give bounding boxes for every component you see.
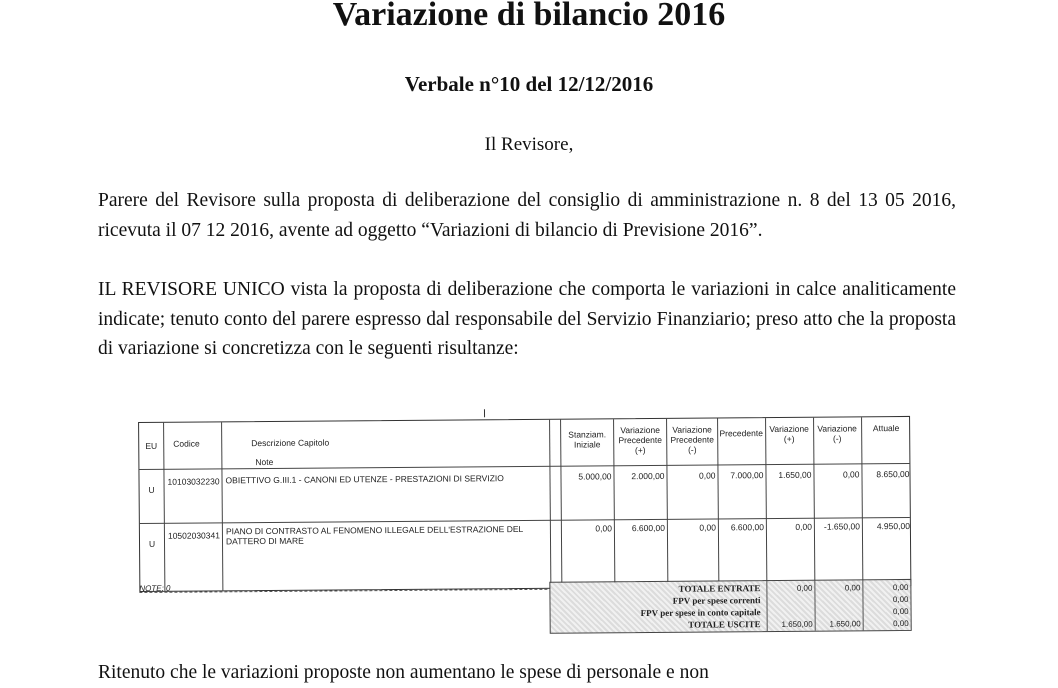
- header-attuale: Attuale: [872, 423, 900, 434]
- table-row-1-codice: 10103032230: [167, 476, 220, 487]
- table-note: NOTE: 0: [139, 583, 171, 593]
- header-codice: Codice: [173, 438, 200, 449]
- totals-box: [549, 579, 911, 634]
- header-stanziam-iniziale: Stanziam. Iniziale: [568, 429, 607, 450]
- header-var-prec-minus: Variazione Precedente (-): [670, 424, 714, 455]
- header-variazione-minus: Variazione (-): [817, 423, 857, 444]
- table-row-2-codice: 10502030341: [167, 530, 220, 541]
- table-row-2-var-prec-minus: 0,00: [699, 522, 716, 533]
- totale-entrate-col2: 0,00: [844, 583, 861, 593]
- header-variazione-plus: Variazione (+): [769, 423, 809, 444]
- table-frame: [138, 416, 911, 592]
- table-row-2-stanziam: 0,00: [595, 523, 612, 534]
- paragraph-revisore-unico: IL REVISORE UNICO vista la proposta di deliberazione che comporta le variazioni in calce analiticamente indicate; tenuto conto del parere espresso dal responsabile del Servizio Finanziario; preso atto che la proposta di variazione si concretizza con le seguenti risultanze:: [98, 279, 956, 359]
- table-row-2-attuale: 4.950,00: [876, 520, 910, 532]
- table-row-2-variazione-minus: -1.650,00: [823, 521, 860, 532]
- table-row-1-eu: U: [148, 484, 155, 495]
- table-row-1-descrizione: OBIETTIVO G.III.1 - CANONI ED UTENZE - PRESTAZIONI DI SERVIZIO: [225, 473, 504, 486]
- table-row-1-precedente: 7.000,00: [730, 470, 764, 481]
- fpv-capitale-col3: 0,00: [892, 606, 909, 617]
- scanned-variation-table: [138, 408, 912, 636]
- totale-uscite-col3: 0,00: [893, 618, 909, 629]
- header-descrizione: Descrizione Capitolo: [251, 437, 330, 449]
- table-row-2-descrizione-cont: DATTERO DI MARE: [225, 535, 304, 547]
- fpv-spese-capitale-label: FPV per spese in conto capitale: [640, 607, 761, 619]
- table-row-2-variazione-plus: 0,00: [795, 521, 812, 532]
- table-row-2-descrizione: PIANO DI CONTRASTO AL FENOMENO ILLEGALE DELL'ESTRAZIONE DEL: [225, 523, 524, 537]
- header-var-prec-plus: Variazione Precedente (+): [618, 424, 662, 456]
- table-row-1-variazione-plus: 1.650,00: [778, 469, 812, 480]
- table-row-1-var-prec-minus: 0,00: [698, 470, 716, 481]
- totale-entrate-col1: 0,00: [796, 583, 813, 593]
- table-row-1-stanziam: 5.000,00: [578, 471, 612, 482]
- document-title: Variazione di bilancio 2016: [332, 0, 726, 33]
- table-row-1-variazione-minus: 0,00: [842, 469, 860, 480]
- paragraph-ritenuto: Ritenuto che le variazioni proposte non aumentano le spese di personale e non: [98, 662, 709, 683]
- document-subtitle: Verbale n°10 del 12/12/2016: [404, 72, 654, 96]
- totale-entrate-label: TOTALE ENTRATE: [678, 583, 761, 594]
- table-row-2-eu: U: [148, 538, 156, 549]
- table-row-2-precedente: 6.600,00: [730, 522, 764, 533]
- header-note: Note: [255, 456, 274, 468]
- table-row-1-attuale: 8.650,00: [876, 468, 910, 480]
- totale-uscite-label: TOTALE USCITE: [688, 619, 761, 630]
- totale-uscite-col2: 1.650,00: [829, 619, 861, 629]
- table-row-2-var-prec-plus: 6.600,00: [631, 522, 665, 534]
- fpv-correnti-col3: 0,00: [892, 594, 909, 605]
- paragraph-parere: Parere del Revisore sulla proposta di deliberazione del consiglio di amministrazione n. 8 del 13 05 2016, ricevuta il 07 12 2016, avente ad oggetto “Variazioni di bilancio di Previsione 2016”.: [98, 190, 956, 241]
- fpv-spese-correnti-label: FPV per spese correnti: [672, 595, 761, 606]
- header-eu: EU: [145, 440, 158, 451]
- totale-entrate-col3: 0,00: [892, 582, 909, 593]
- scan-mark: [484, 409, 485, 417]
- salutation: Il Revisore,: [484, 134, 574, 155]
- table-row-1-var-prec-plus: 2.000,00: [631, 470, 665, 482]
- header-precedente: Precedente: [719, 428, 763, 439]
- totale-uscite-col1: 1.650,00: [781, 619, 813, 629]
